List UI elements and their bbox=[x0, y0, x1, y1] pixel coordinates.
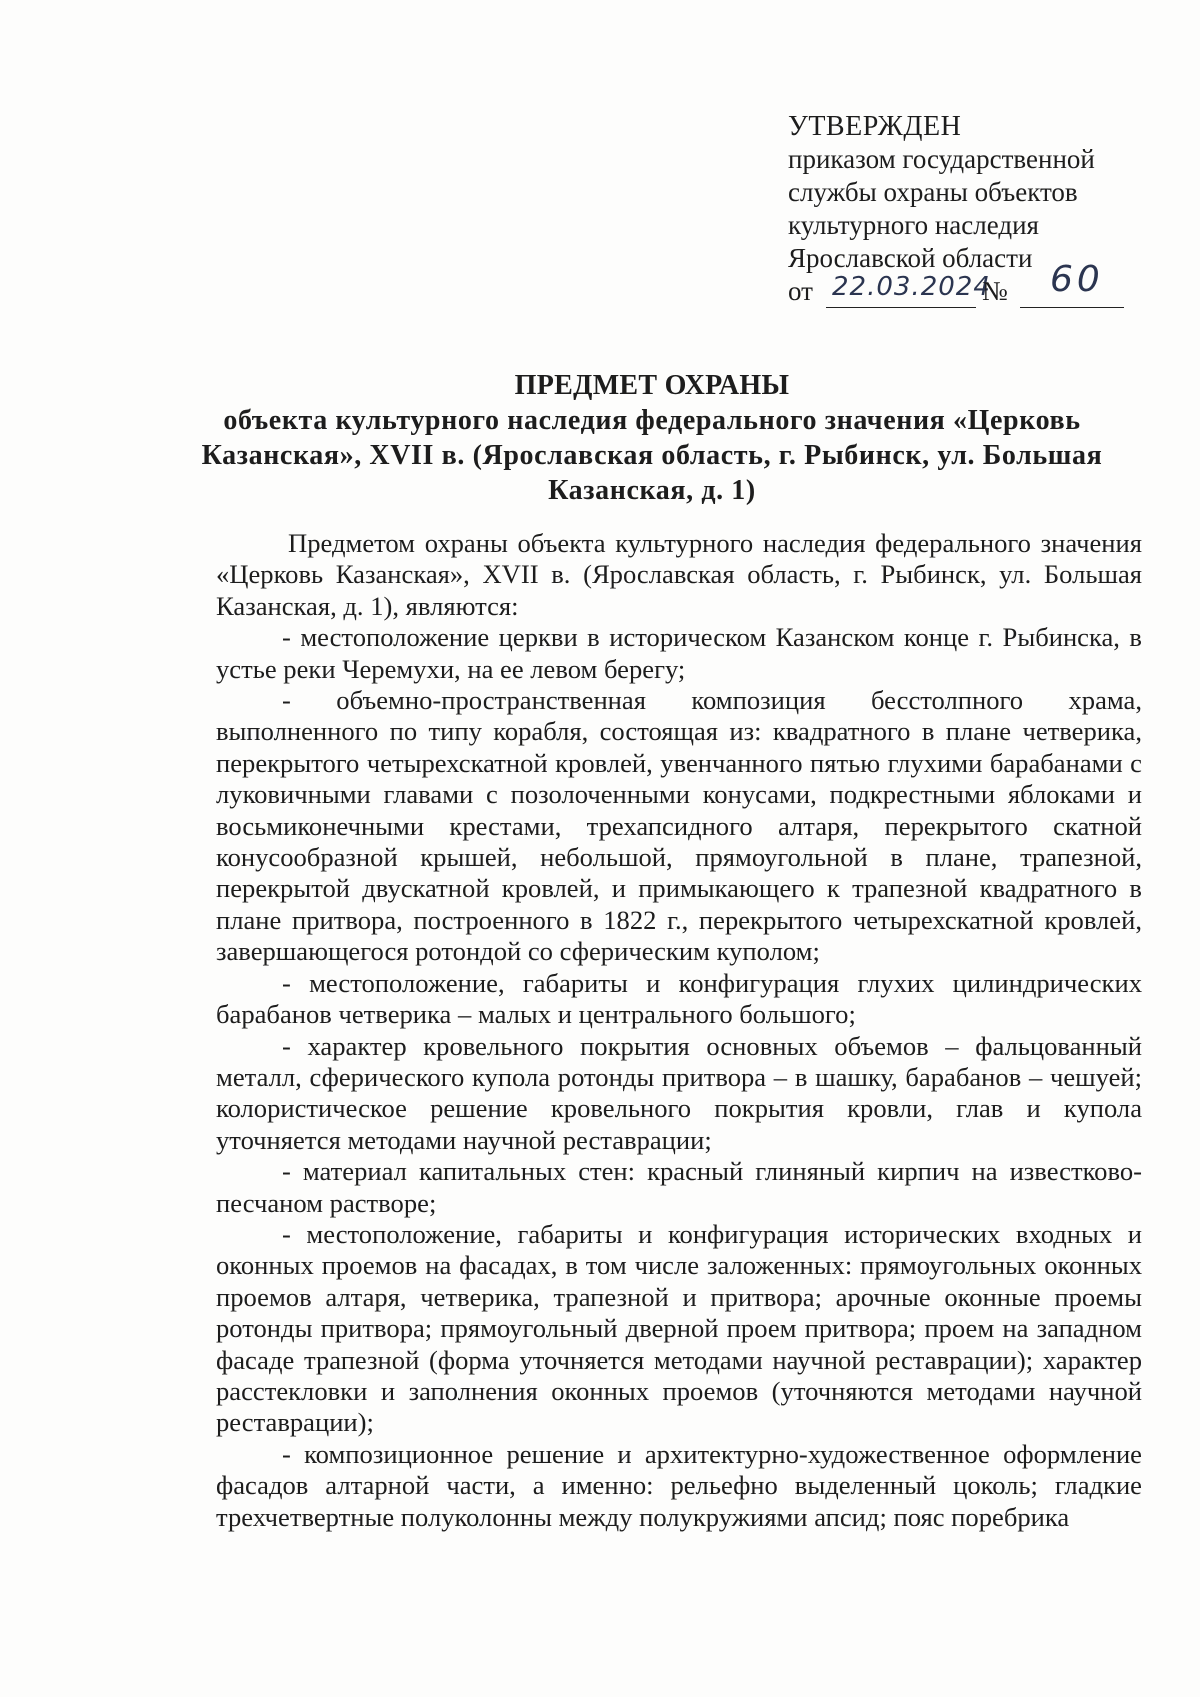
approval-line: Ярославской области bbox=[788, 243, 1033, 273]
protection-item: - материал капитальных стен: красный глиняный кирпич на известково-песчаном растворе; bbox=[216, 1156, 1142, 1218]
number-underline bbox=[1020, 307, 1124, 308]
approval-date-number-row bbox=[788, 259, 1148, 309]
number-prefix: № bbox=[982, 276, 1008, 306]
approval-heading: УТВЕРЖДЕН bbox=[788, 111, 962, 142]
date-underline bbox=[826, 307, 976, 308]
protection-item: - местоположение, габариты и конфигурация глухих цилиндрических барабанов четверика – малых и центрального большого; bbox=[216, 967, 1142, 1030]
title-subtitle: объекта культурного наследия федерального значения «Церковь Казанская», XVII в. (Ярославская область, г. Рыбинск, ул. Большая Казанская, д. 1) bbox=[201, 405, 1103, 506]
protection-item: - композиционное решение и архитектурно-художественное оформление фасадов алтарной части, а именно: рельефно выделенный цоколь; гладкие трехчетвертные полуколонны между полукружиями апсид; пояс поребрика bbox=[216, 1438, 1142, 1532]
protection-item: - местоположение, габариты и конфигурация исторических входных и оконных проемов на фасадах, в том числе заложенных: прямоугольных оконных проемов алтаря, четверика, трапезной и притвора; арочные оконные проемы ротонды притвора; прямоугольный дверной проем притвора; проем на западном фасаде трапезной (форма уточняется методами научной реставрации); характер расстекловки и заполнения оконных проемов (уточняются методами научной реставрации); bbox=[216, 1218, 1142, 1438]
approval-line: культурного наследия bbox=[788, 210, 1039, 240]
protection-item: - объемно-пространственная композиция бесстолпного храма, выполненного по типу корабля, состоящая из: квадратного в плане четверика, перекрытого четырехскатной кровлей, увенчанного пятью глухими барабанами с луковичными главами с позолоченными конусами, подкрестными яблоками и восьмиконечными крестами, трехапсидного алтаря, перекрытого скатной конусообразной крышей, небольшой, прямоугольной в плане, трапезной, перекрытой двускатной кровлей, и примыкающего к трапезной квадратного в плане притвора, построенного в 1822 г., перекрытого четырехскатной кровлей, завершающегося ротондой со сферическим куполом; bbox=[216, 685, 1142, 967]
protection-item: - характер кровельного покрытия основных объемов – фальцованный металл, сферического купола ротонды притвора – в шашку, барабанов – чешуей; колористическое решение кровельного покрытия кровли, глав и купола уточняется методами научной реставрации; bbox=[216, 1030, 1142, 1155]
intro-paragraph: Предметом охраны объекта культурного наследия федерального значения «Церковь Казанская», XVII в. (Ярославская область, г. Рыбинск, ул. Большая Казанская, д. 1), являются: bbox=[216, 528, 1142, 621]
handwritten-date: 22.03.2024 bbox=[832, 272, 991, 302]
handwritten-number: 60 bbox=[1050, 259, 1104, 300]
approval-line: приказом государственной bbox=[788, 144, 1095, 174]
date-prefix: от bbox=[788, 276, 813, 306]
approval-line: службы охраны объектов bbox=[788, 177, 1078, 207]
approval-block bbox=[788, 110, 1148, 309]
title-main: ПРЕДМЕТ ОХРАНЫ bbox=[514, 370, 790, 401]
protection-item: - местоположение церкви в историческом Казанском конце г. Рыбинска, в устье реки Черемухи, на ее левом берегу; bbox=[216, 622, 1142, 684]
document-title bbox=[180, 368, 1124, 508]
document-body bbox=[216, 528, 1142, 1533]
